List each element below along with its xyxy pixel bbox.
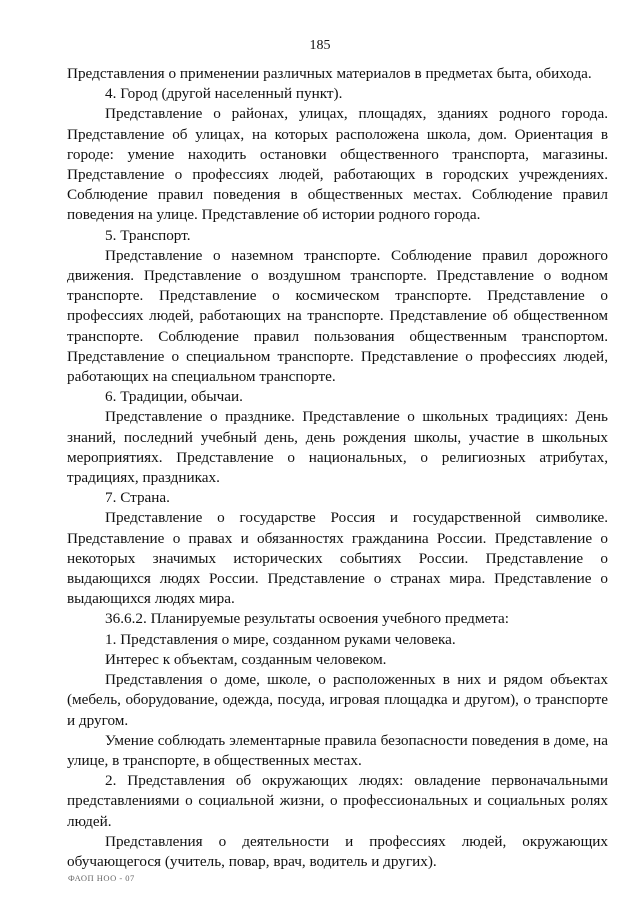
list-item: 1. Представления о мире, созданном руками человека. bbox=[105, 630, 456, 648]
page-number: 185 bbox=[309, 38, 331, 53]
section-heading-planned-results: 36.6.2. Планируемые результаты освоения учебного предмета: bbox=[105, 610, 509, 628]
paragraph: Представления о применении различных материалов в предметах быта, обихода. bbox=[67, 65, 592, 82]
document-body bbox=[67, 64, 608, 872]
paragraph: Представление о празднике. Представление о школьных традициях: День знаний, последний учебный день, день рождения школы, участие в школьных мероприятиях. Представление о национальных, о религиозных атрибутах, традициях, праздниках. bbox=[67, 408, 608, 487]
footer-code: ФАОП НОО - 07 bbox=[68, 873, 135, 883]
section-heading-country: 7. Страна. bbox=[105, 489, 170, 507]
section-heading-transport: 5. Транспорт. bbox=[105, 226, 191, 244]
section-heading-traditions: 6. Традиции, обычаи. bbox=[105, 388, 243, 406]
section-heading-city: 4. Город (другой населенный пункт). bbox=[105, 85, 343, 103]
paragraph: Представления о доме, школе, о расположенных в них и рядом объектах (мебель, оборудование, одежда, посуда, игровая площадка и другом), о транспорте и другом. bbox=[67, 671, 608, 729]
paragraph: Представление о государстве Россия и государственной символике. Представление о правах и обязанностях гражданина России. Представление о некоторых значимых исторических событиях России. Представление о выдающихся людях России. Представление о странах мира. Представление о выдающихся людях мира. bbox=[67, 509, 608, 608]
paragraph: Представление о наземном транспорте. Соблюдение правил дорожного движения. Представление о воздушном транспорте. Представление о водном транспорте. Представление о космическом транспорте. Представление о профессиях людей, работающих на транспорте. Представление об общественном транспорте. Соблюдение правил пользования общественным транспортом. Представление о специальном транспорте. Представление о профессиях людей, работающих на специальном транспорте. bbox=[67, 246, 608, 386]
paragraph: Умение соблюдать элементарные правила безопасности поведения в доме, на улице, в транспорте, в общественных местах. bbox=[67, 731, 608, 769]
paragraph: Представления о деятельности и профессиях людей, окружающих обучающегося (учитель, повар, врач, водитель и других). bbox=[67, 832, 608, 870]
paragraph: Представление о районах, улицах, площадях, зданиях родного города. Представление об улицах, на которых расположена школа, дом. Ориентация в городе: умение находить остановки общественного транспорта, магазины. Представление о профессиях людей, работающих в городских учреждениях. Соблюдение правил поведения в общественных местах. Соблюдение правил поведения на улице. Представление об истории родного города. bbox=[67, 105, 608, 224]
paragraph: Интерес к объектам, созданным человеком. bbox=[105, 650, 387, 668]
list-item: 2. Представления об окружающих людях: овладение первоначальными представлениями о социальной жизни, о профессиональных и социальных ролях людей. bbox=[67, 772, 608, 830]
